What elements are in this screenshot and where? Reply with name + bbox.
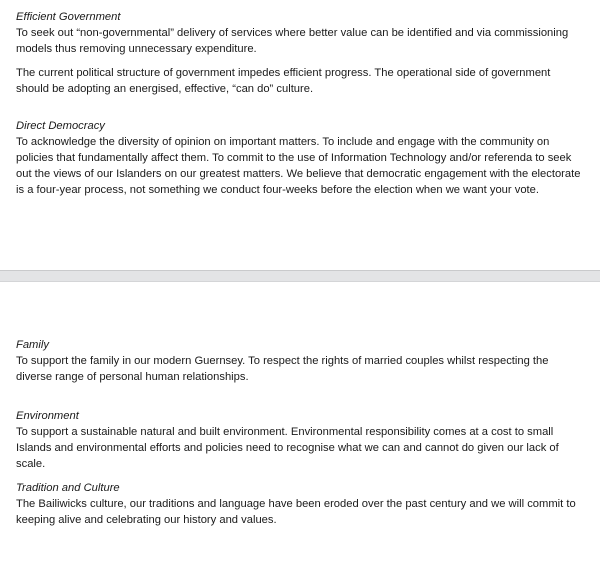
section-heading: Direct Democracy (16, 120, 105, 132)
section-heading: Tradition and Culture (16, 482, 120, 494)
page-break (0, 270, 600, 282)
section-tradition-and-culture (16, 480, 586, 528)
section-paragraph: The current political structure of government impedes efficient progress. The operational side of government should be adopting an energised, effective, “can do” culture. (16, 67, 551, 95)
section-heading: Family (16, 339, 49, 351)
section-paragraph: To seek out “non-governmental” delivery of services where better value can be identified and via commissioning models thus removing unnecessary expenditure. (16, 27, 569, 55)
section-heading: Environment (16, 410, 79, 422)
section-efficient-government (16, 9, 586, 97)
document-page-2 (0, 282, 600, 585)
section-heading: Efficient Government (16, 11, 121, 23)
document-page-1 (0, 0, 600, 270)
section-direct-democracy (16, 118, 586, 198)
section-environment (16, 408, 586, 472)
section-paragraph: To support the family in our modern Guernsey. To respect the rights of married couples whilst respecting the diverse range of personal human relationships. (16, 355, 549, 383)
section-family (16, 337, 586, 385)
section-paragraph: To acknowledge the diversity of opinion on important matters. To include and engage with the community on policies that fundamentally affect them. To commit to the use of Information Technology and/or referenda to seek out the views of our Islanders on our greatest matters. We believe that democratic engagement with the electorate is a four-year process, not something we conduct four-weeks before the election when we want your vote. (16, 136, 581, 196)
section-paragraph: The Bailiwicks culture, our traditions and language have been eroded over the past century and we will commit to keeping alive and celebrating our history and values. (16, 498, 576, 526)
section-paragraph: To support a sustainable natural and built environment. Environmental responsibility comes at a cost to small Islands and environmental efforts and policies need to recognise what we can and cannot do given our lack of scale. (16, 426, 559, 470)
